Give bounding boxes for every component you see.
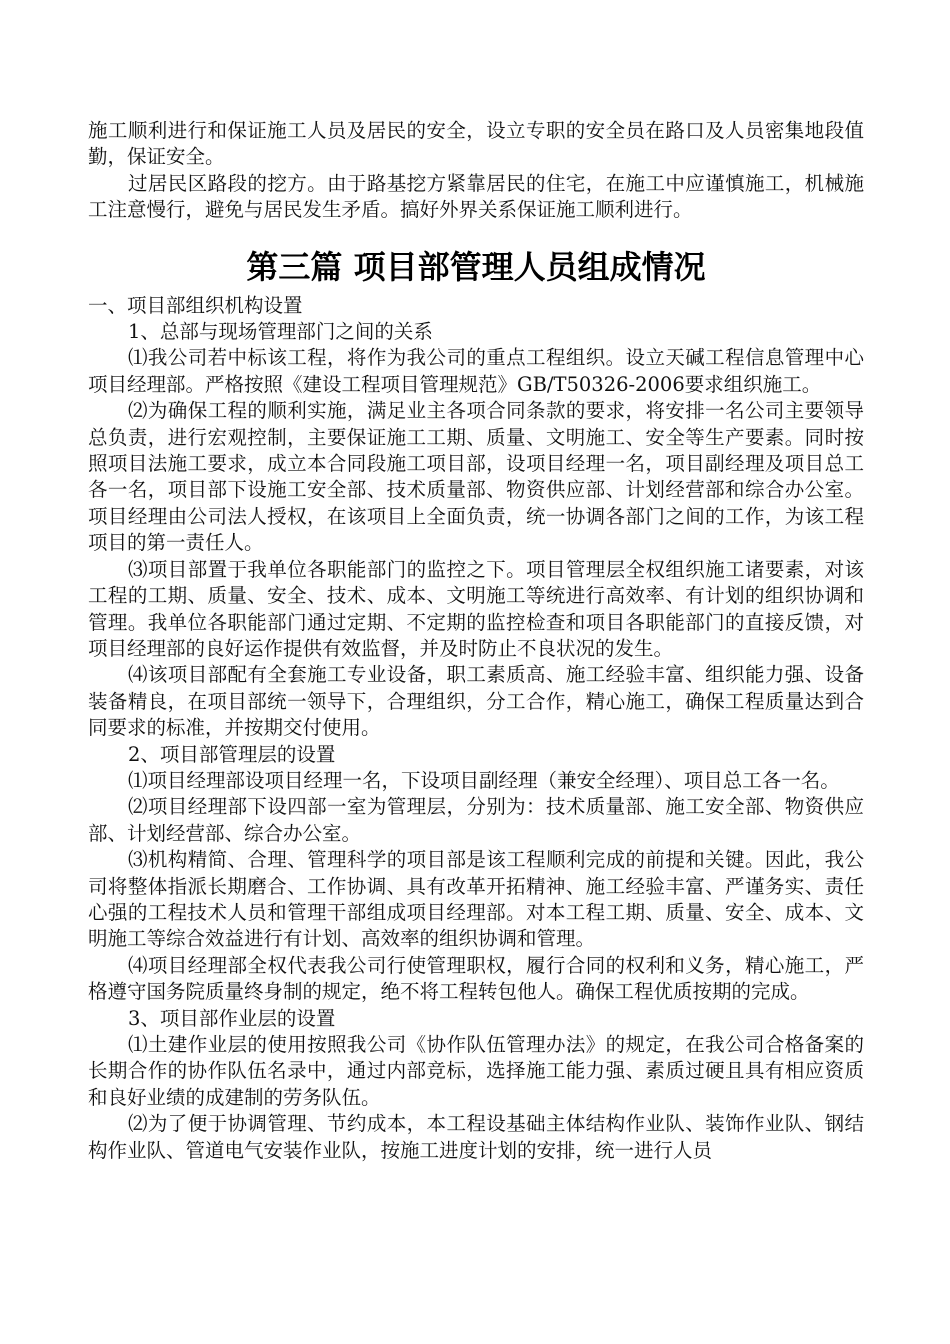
- document-page: [88, 118, 864, 1164]
- subsection-title-1: 1、总部与现场管理部门之间的关系: [128, 320, 433, 344]
- subsection-title-3: 3、项目部作业层的设置: [128, 1006, 336, 1030]
- list-item: ⑴我公司若中标该工程，将作为我公司的重点工程组织。设立天碱工程信息管理中心项目经理部。严格按照《建设工程项目管理规范》GB/T50326-2006要求组织施工。: [88, 346, 864, 396]
- list-item: ⑵项目经理部下设四部一室为管理层，分别为：技术质量部、施工安全部、物资供应部、计划经营部、综合办公室。: [88, 795, 864, 845]
- list-item: ⑶机构精简、合理、管理科学的项目部是该工程顺利完成的前提和关键。因此，我公司将整体指派长期磨合、工作协调、具有改革开拓精神、施工经验丰富、严谨务实、责任心强的工程技术人员和管理干部组成项目经理部。对本工程工期、质量、安全、成本、文明施工等综合效益进行有计划、高效率的组织协调和管理。: [88, 848, 864, 951]
- intro-paragraph-2: 过居民区路段的挖方。由于路基挖方紧靠居民的住宅，在施工中应谨慎施工，机械施工注意慢行，避免与居民发生矛盾。搞好外界关系保证施工顺利进行。: [88, 171, 864, 222]
- list-item: ⑴项目经理部设项目经理一名，下设项目副经理（兼安全经理）、项目总工各一名。: [128, 768, 840, 792]
- list-item: ⑵为了便于协调管理、节约成本，本工程设基础主体结构作业队、装饰作业队、钢结构作业队、管道电气安装作业队，按施工进度计划的安排，统一进行人员: [88, 1112, 864, 1162]
- list-item: ⑵为确保工程的顺利实施，满足业主各项合同条款的要求，将安排一名公司主要领导总负责，进行宏观控制，主要保证施工工期、质量、文明施工、安全等生产要素。同时按照项目法施工要求，成立本合同段施工项目部，设项目经理一名，项目副经理及项目总工各一名，项目部下设施工安全部、技术质量部、物资供应部、计划经营部和综合办公室。项目经理由公司法人授权，在该项目上全面负责，统一协调各部门之间的工作，为该工程项目的第一责任人。: [88, 399, 864, 555]
- section-title: 一、项目部组织机构设置: [88, 293, 303, 317]
- list-item: ⑷项目经理部全权代表我公司行使管理职权，履行合同的权利和义务，精心施工，严格遵守国务院质量终身制的规定，绝不将工程转包他人。确保工程优质按期的完成。: [88, 953, 864, 1004]
- chapter-heading: 第三篇 项目部管理人员组成情况: [246, 247, 706, 286]
- list-item: ⑷该项目部配有全套施工专业设备，职工素质高、施工经验丰富、组织能力强、设备装备精良，在项目部统一领导下，合理组织，分工合作，精心施工，确保工程质量达到合同要求的标准，并按期交付使用。: [88, 663, 864, 740]
- intro-paragraph-1: 施工顺利进行和保证施工人员及居民的安全，设立专职的安全员在路口及人员密集地段值勤，保证安全。: [88, 119, 864, 169]
- list-item: ⑶项目部置于我单位各职能部门的监控之下。项目管理层全权组织施工诸要素，对该工程的工期、质量、安全、技术、成本、文明施工等统进行高效率、有计划的组织协调和管理。我单位各职能部门通过定期、不定期的监控检查和项目各职能部门的直接反馈，对项目经理部的良好运作提供有效监督，并及时防止不良状况的发生。: [88, 557, 864, 660]
- list-item: ⑴土建作业层的使用按照我公司《协作队伍管理办法》的规定，在我公司合格备案的长期合作的协作队伍名录中，通过内部竞标，选择施工能力强、素质过硬且具有相应资质和良好业绩的成建制的劳务队伍。: [88, 1033, 864, 1109]
- subsection-title-2: 2、项目部管理层的设置: [128, 742, 336, 766]
